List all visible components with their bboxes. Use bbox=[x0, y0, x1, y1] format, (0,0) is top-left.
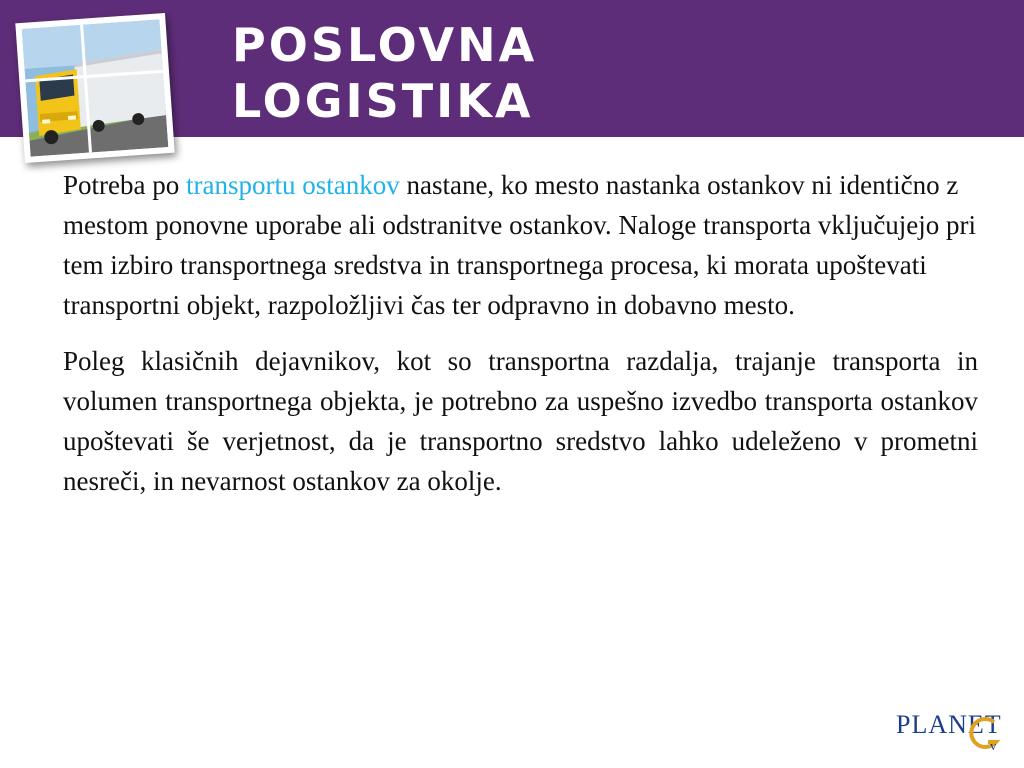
truck-image bbox=[22, 19, 169, 156]
paragraph-2: Poleg klasičnih dejavnikov, kot so transportna razdalja, trajanje transporta in volumen transportnega objekta, je potrebno za uspešno izvedbo transporta ostankov upoštevati še verjetnost, da je transportno sredstvo lahko udeleženo v prometni nesreči, in nevarnost ostankov za okolje. bbox=[63, 346, 978, 496]
body-text bbox=[63, 165, 978, 501]
planet-logo-text: PLANET bbox=[896, 710, 1002, 739]
paragraph-1-rest: nastane, ko mesto nastanka ostankov ni identično z mestom ponovne uporabe ali odstranitve ostankov. Naloge transporta vključujejo pri tem izbiro transportnega sredstva in transportnega procesa, ki morata upoštevati transportni objekt, razpoložljivi čas ter odpravno in dobavno mesto. bbox=[63, 170, 977, 320]
title-line-2: LOGISTIKA bbox=[232, 74, 534, 128]
highlighted-term: transportu ostankov bbox=[185, 170, 400, 200]
title-line-1: POSLOVNA bbox=[232, 18, 538, 72]
svg-text:v: v bbox=[990, 738, 997, 753]
paragraph-1 bbox=[63, 165, 978, 325]
paragraph-1-start: Potreba po bbox=[63, 170, 186, 200]
truck-photo bbox=[15, 13, 174, 163]
planet-logo-icon bbox=[966, 712, 1006, 754]
